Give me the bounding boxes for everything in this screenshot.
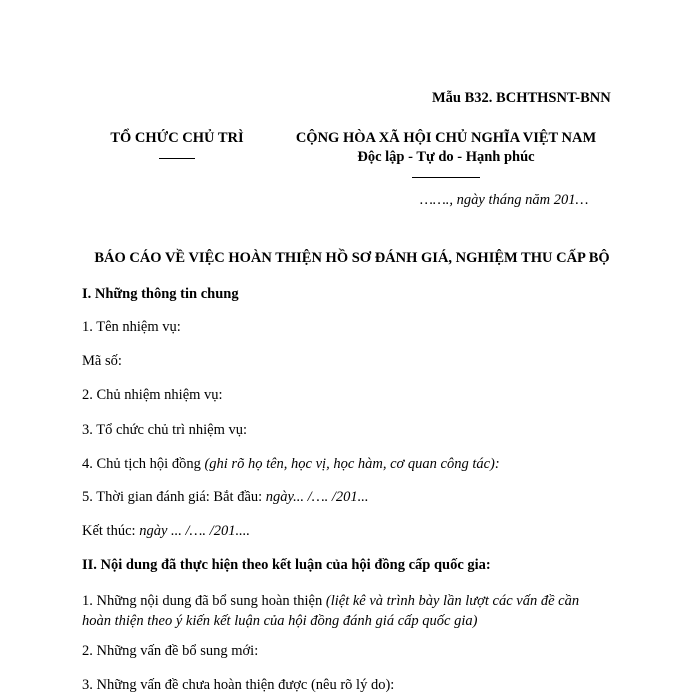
form-code: Mẫu B32. BCHTHSNT-BNN: [432, 90, 611, 106]
evaluation-start-value: ngày... /…. /201...: [265, 489, 369, 505]
supplemented-content-field: [82, 591, 622, 631]
section-1-heading: I. Những thông tin chung: [82, 286, 239, 302]
evaluation-end-value: ngày ... /…. /201....: [139, 523, 250, 539]
organization-header: [92, 129, 262, 167]
national-header: [282, 129, 610, 186]
council-chair-label: 4. Chủ tịch hội đồng: [82, 456, 205, 472]
report-title: BÁO CÁO VỀ VIỆC HOÀN THIỆN HỒ SƠ ĐÁNH GIÁ, NGHIỆM THU CẤP BỘ: [94, 250, 610, 266]
unresolved-issues-field: 3. Những vấn đề chưa hoàn thiện được (nêu rõ lý do):: [82, 677, 395, 693]
council-chair-note: (ghi rõ họ tên, học vị, học hàm, cơ quan công tác):: [204, 456, 500, 472]
task-code-field: Mã số:: [82, 353, 122, 369]
organization-title: TỔ CHỨC CHỦ TRÌ: [110, 130, 244, 146]
new-issues-field: 2. Những vấn đề bổ sung mới:: [82, 643, 259, 659]
section-2-heading: II. Nội dung đã thực hiện theo kết luận của hội đồng cấp quốc gia:: [82, 557, 491, 573]
date-line: ……., ngày tháng năm 201…: [420, 192, 589, 208]
national-motto: Độc lập - Tự do - Hạnh phúc: [357, 149, 535, 165]
task-leader-field: 2. Chủ nhiệm nhiệm vụ:: [82, 387, 223, 403]
council-chair-field: [82, 456, 500, 473]
evaluation-end-label: Kết thúc:: [82, 523, 140, 539]
organization-divider: [92, 148, 262, 167]
task-name-field: 1. Tên nhiệm vụ:: [82, 319, 181, 335]
host-organization-field: 3. Tổ chức chủ trì nhiệm vụ:: [82, 422, 248, 438]
supplemented-content-note-b: hoàn thiện theo ý kiến kết luận của hội đồng đánh giá cấp quốc gia): [82, 613, 478, 629]
evaluation-time-field: [82, 489, 369, 506]
country-name: CỘNG HÒA XÃ HỘI CHỦ NGHĨA VIỆT NAM: [295, 130, 597, 146]
evaluation-start-label: 5. Thời gian đánh giá: Bắt đầu:: [82, 489, 266, 505]
motto-divider: [282, 167, 610, 186]
evaluation-end-field: [82, 523, 250, 540]
supplemented-content-label: 1. Những nội dung đã bổ sung hoàn thiện: [82, 593, 326, 609]
supplemented-content-note-a: (liệt kê và trình bày lần lượt các vấn đề cần: [325, 593, 580, 609]
